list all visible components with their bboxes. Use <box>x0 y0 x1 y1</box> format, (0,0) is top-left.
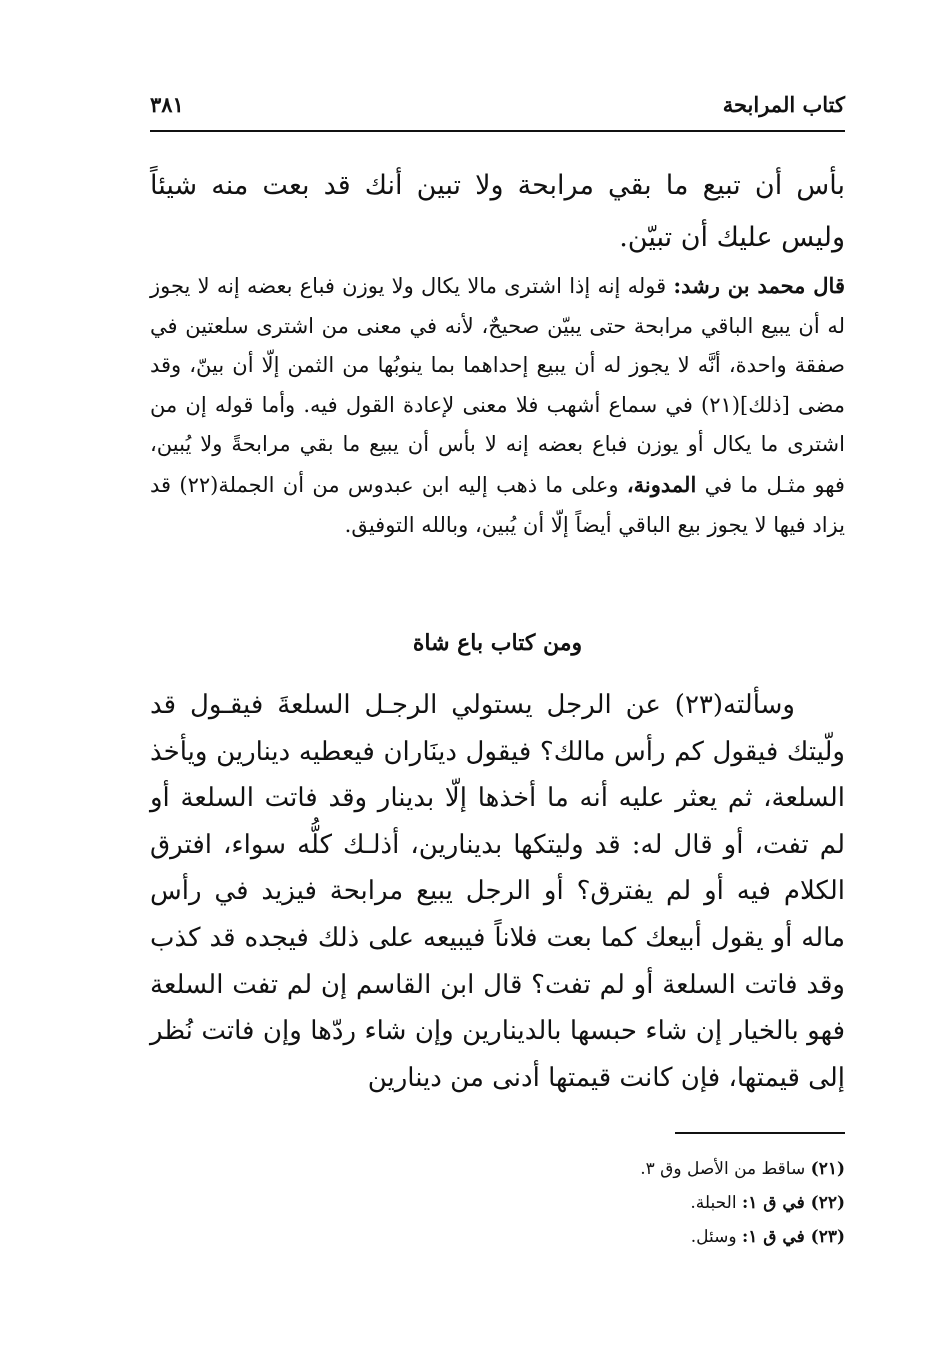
footnote-item <box>150 1152 845 1186</box>
commentary-paragraph <box>150 266 845 545</box>
footnote-rule <box>675 1132 845 1134</box>
footnote-item <box>150 1186 845 1220</box>
page-number: ٣٨١ <box>150 92 184 117</box>
commentary-text-part2: وعلى ما ذهب إليه ابن عبدوس من أن الجملة(٢٢) قد يزاد فيها لا يجوز بيع الباقي أيضاً إلّا أن يُبين، وبالله التوفيق. <box>150 472 845 537</box>
page-header <box>150 92 845 128</box>
footnote-text: الحبلة. <box>690 1193 742 1213</box>
section-heading: ومن كتاب باع شاة <box>412 630 583 656</box>
question-paragraph: وسألته(٢٣) عن الرجل يستولي الرجـل السلعةَ فيقـول قد ولّيتك فيقول كم رأس مالك؟ فيقول دينَاران فيعطيه دينارين ويأخذ السلعة، ثم يعثر عليه أنه ما أخذها إلّا بدينار وقد فاتت السلعة أو لم تفت، أو قال له: قد وليتكها بدينارين، أذلـك كلُّه سواء، افترق الكلام فيه أو لم يفترق؟ أو الرجل يبيع مرابحة فيزيد في رأس ماله أو يقول أبيعك كما بعت فلاناً فيبيعه على ذلك فيجده قد كذب وقد فاتت السلعة أو لم تفت؟ قال ابن القاسم إن لم تفت السلعة فهو بالخيار إن شاء حبسها بالدينارين وإن شاء ردّها وإن فاتت نُظر إلى قيمتها، فإن كانت قيمتها أدنى من دينارين <box>150 690 845 1093</box>
footnotes <box>150 1152 845 1254</box>
footnote-text: ساقط من الأصل وق ٣. <box>640 1159 811 1179</box>
running-title: كتاب المرابحة <box>722 92 845 117</box>
footnote-label: في ق ١: <box>741 1227 811 1247</box>
commentary-speaker: قال محمد بن رشد: <box>673 273 845 298</box>
footnote-text: وسئل. <box>690 1227 742 1247</box>
footnote-number: (٢٣) <box>810 1227 845 1247</box>
header-rule <box>150 130 845 132</box>
commentary-bold-word: المدونة، <box>626 471 697 497</box>
footnote-number: (٢١) <box>810 1159 845 1179</box>
footnote-item <box>150 1220 845 1254</box>
paragraph-continuation: بأس أن تبيع ما بقي مرابحة ولا تبين أنك قد بعت منه شيئاً وليس عليك أن تبيّن. <box>150 170 845 253</box>
commentary-text-part1: قوله إنه إذا اشترى مالا يكال ولا يوزن فباع بعضه إنه لا يجوز له أن يبيع الباقي مرابحة حتى يبيّن صحيحٌ، لأنه في معنى من اشترى سلعتين في صفقة واحدة، أنَّه لا يجوز له أن يبيع إحداهما بما ينوبُها من الثمن إلّا أن بينّ، وقد مضى [ذلك](٢١) في سماع أشهب فلا معنى لإعادة القول فيه. وأما قوله إن من اشترى ما يكال أو يوزن فباع بعضه إنه لا بأس أن يبيع ما بقي مرابحةً ولا يُبين، فهو مثـل ما في <box>150 274 845 497</box>
footnote-number: (٢٢) <box>810 1193 845 1213</box>
footnote-label: في ق ١: <box>741 1193 811 1213</box>
